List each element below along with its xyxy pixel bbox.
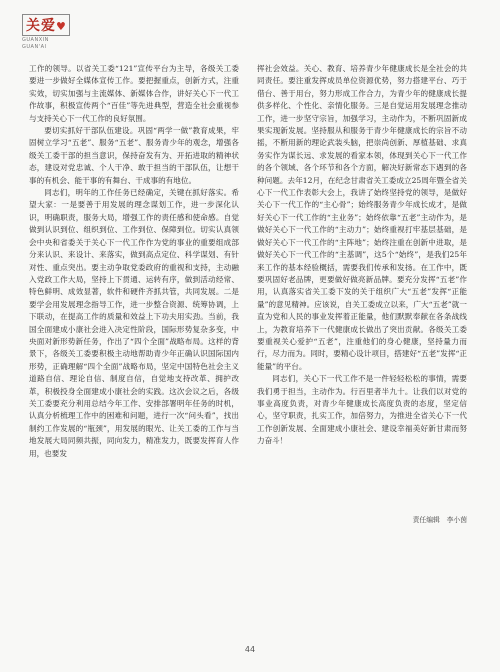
right-column	[257, 63, 467, 448]
magazine-logo	[22, 14, 222, 54]
paragraph: 工作的领导。以省关工委“121”宣传平台为主导，各级关工委要进一步做好全媒体宣传工作。要把握重点，创新方式，注重实效，切实加强与主流媒体、新媒体合作，讲好关心下一代工作故事，积极宣传两个“百佳”等先进典型，营造全社会重视参与支持关心下一代工作的良好氛围。	[29, 64, 239, 123]
logo-subtitle-1: GUANXIN	[22, 37, 49, 43]
left-column	[29, 63, 239, 460]
logo-subtitle-2: GUAN'AI	[22, 44, 47, 50]
logo-frame	[22, 14, 70, 36]
heart-icon: ♥	[56, 20, 66, 33]
logo-text: 关爱	[26, 18, 56, 34]
editor-byline: 责任编辑 李小茵	[412, 516, 467, 524]
paragraph: 要切实抓好干部队伍建设。巩固“两学一做”教育成果，牢固树立学习“五老”、服务“五老”、服务青少年的观念，增强各级关工委干部的担当意识，保持奋发有为、开拓进取的精神状态，建设对党忠诚、个人干净、敢于担当的干部队伍，让想干事的有机会、能干事的有舞台、干成事的有地位。	[29, 126, 239, 185]
page-number: 44	[244, 645, 256, 654]
paragraph: 挥社会效益。关心、教育、培养青少年健康成长是全社会的共同责任。要注重发挥成员单位资源优势，努力搭建平台、巧于借台、善于用台，努力形成工作合力，为青少年的健康成长提供多样化、个性化、亲情化服务。三是自觉运用发展理念推动工作，进一步坚守宗旨，加强学习，主动作为，不断巩固新成果实现新发展。坚持服从和服务于青少年健康成长的宗旨不动摇，不断用新的理论武装头脑，把崇尚创新、厚植基础、求真务实作为谋长远、求发展的看家本领，体现到关心下一代工作的各个领域、各个环节和各个方面，解决好新常态下遇到的各种问题。去年12月，在纪念甘肃省关工委成立25周年暨全省关心下一代工作表彰大会上，我讲了始终坚持党的领导，是做好关心下一代工作的“主心骨”；始终服务青少年成长成才，是做好关心下一代工作的“主业务”；始终依靠“五老”主动作为，是做好关心下一代工作的“主动力”；始终重视打牢基层基础，是做好关心下一代工作的“主阵地”；始终注重在创新中进取，是做好关心下一代工作的“主基调”，这5个“始终”，是我们25年来工作的基本经验概括，需要我们传承和发扬。在工作中，既要巩固好老品牌，更要做好做亮新品牌。要充分发挥“五老”作用，认真落实省关工委下发的关于组织广大“五老”发挥“正能量”的意见精神。应该说，自关工委成立以来，广大“五老”就一直为党和人民的事业发挥着正能量，他们默默奉献在各条战线上，为教育培养下一代健康成长做出了突出贡献。各级关工委要重视关心爱护“五老”，注重他们的身心健康，坚持量力而行，尽力而为。同时，要精心设计项目，搭建好“五老”发挥“正能量”的平台。	[257, 64, 467, 371]
paragraph: 同志们，关心下一代工作不是一件轻轻松松的事情，需要我们勇于担当，主动作为。行百里者半九十。让我们以对党的事业高度负责，对青少年健康成长高度负责的态度，坚定信心，坚守职责，扎实工作，加倍努力，为推进全省关心下一代工作创新发展、全面建成小康社会、建设幸福美好新甘肃而努力奋斗！	[257, 374, 467, 446]
paragraph: 同志们，明年的工作任务已经确定，关键在抓好落实。希望大家：一是要善于用发展的理念谋划工作，进一步深化认识，明确职责，服务大局，增强工作的责任感和使命感。自觉做到认识到位、组织到位、工作到位、保障到位。切实认真领会中央和省委关于关心下一代工作作为党的事业的重要组成部分来认识、来设计、来落实，做到高点定位、科学谋划、有针对性、重点突出。要主动争取党委政府的重视和支持，主动融入党政工作大局，坚持上下贯通、运转有序，做到活动经常、特色鲜明、成效显著，软件和硬件齐抓共管，共同发展。二是要学会用发展理念指导工作，进一步整合资源、统筹协调，上下联动，在提高工作的质量和效益上下功夫用实劲。当前，我国全面建成小康社会进入决定性阶段，国际形势复杂多变，中央面对新形势新任务，作出了“四个全面”战略布局。这样的背景下，各级关工委要积极主动地帮助青少年正确认识国际国内形势，正确理解“四个全面”战略布局，坚定中国特色社会主义道路自信、理论自信、制度自信，自觉地支持改革、拥护改革，积极投身全面建成小康社会的实践。这次会议之后，各级关工委要充分利用总结今年工作、安排部署明年任务的时机，认真分析梳理工作中的困难和问题，进行一次“问头看”，找出制约工作发展的“瓶颈”，用发展的眼光、让关工委的工作与当地发展大局同频共振，同向发力，精准发力，既要发挥育人作用，也要发	[29, 188, 239, 458]
